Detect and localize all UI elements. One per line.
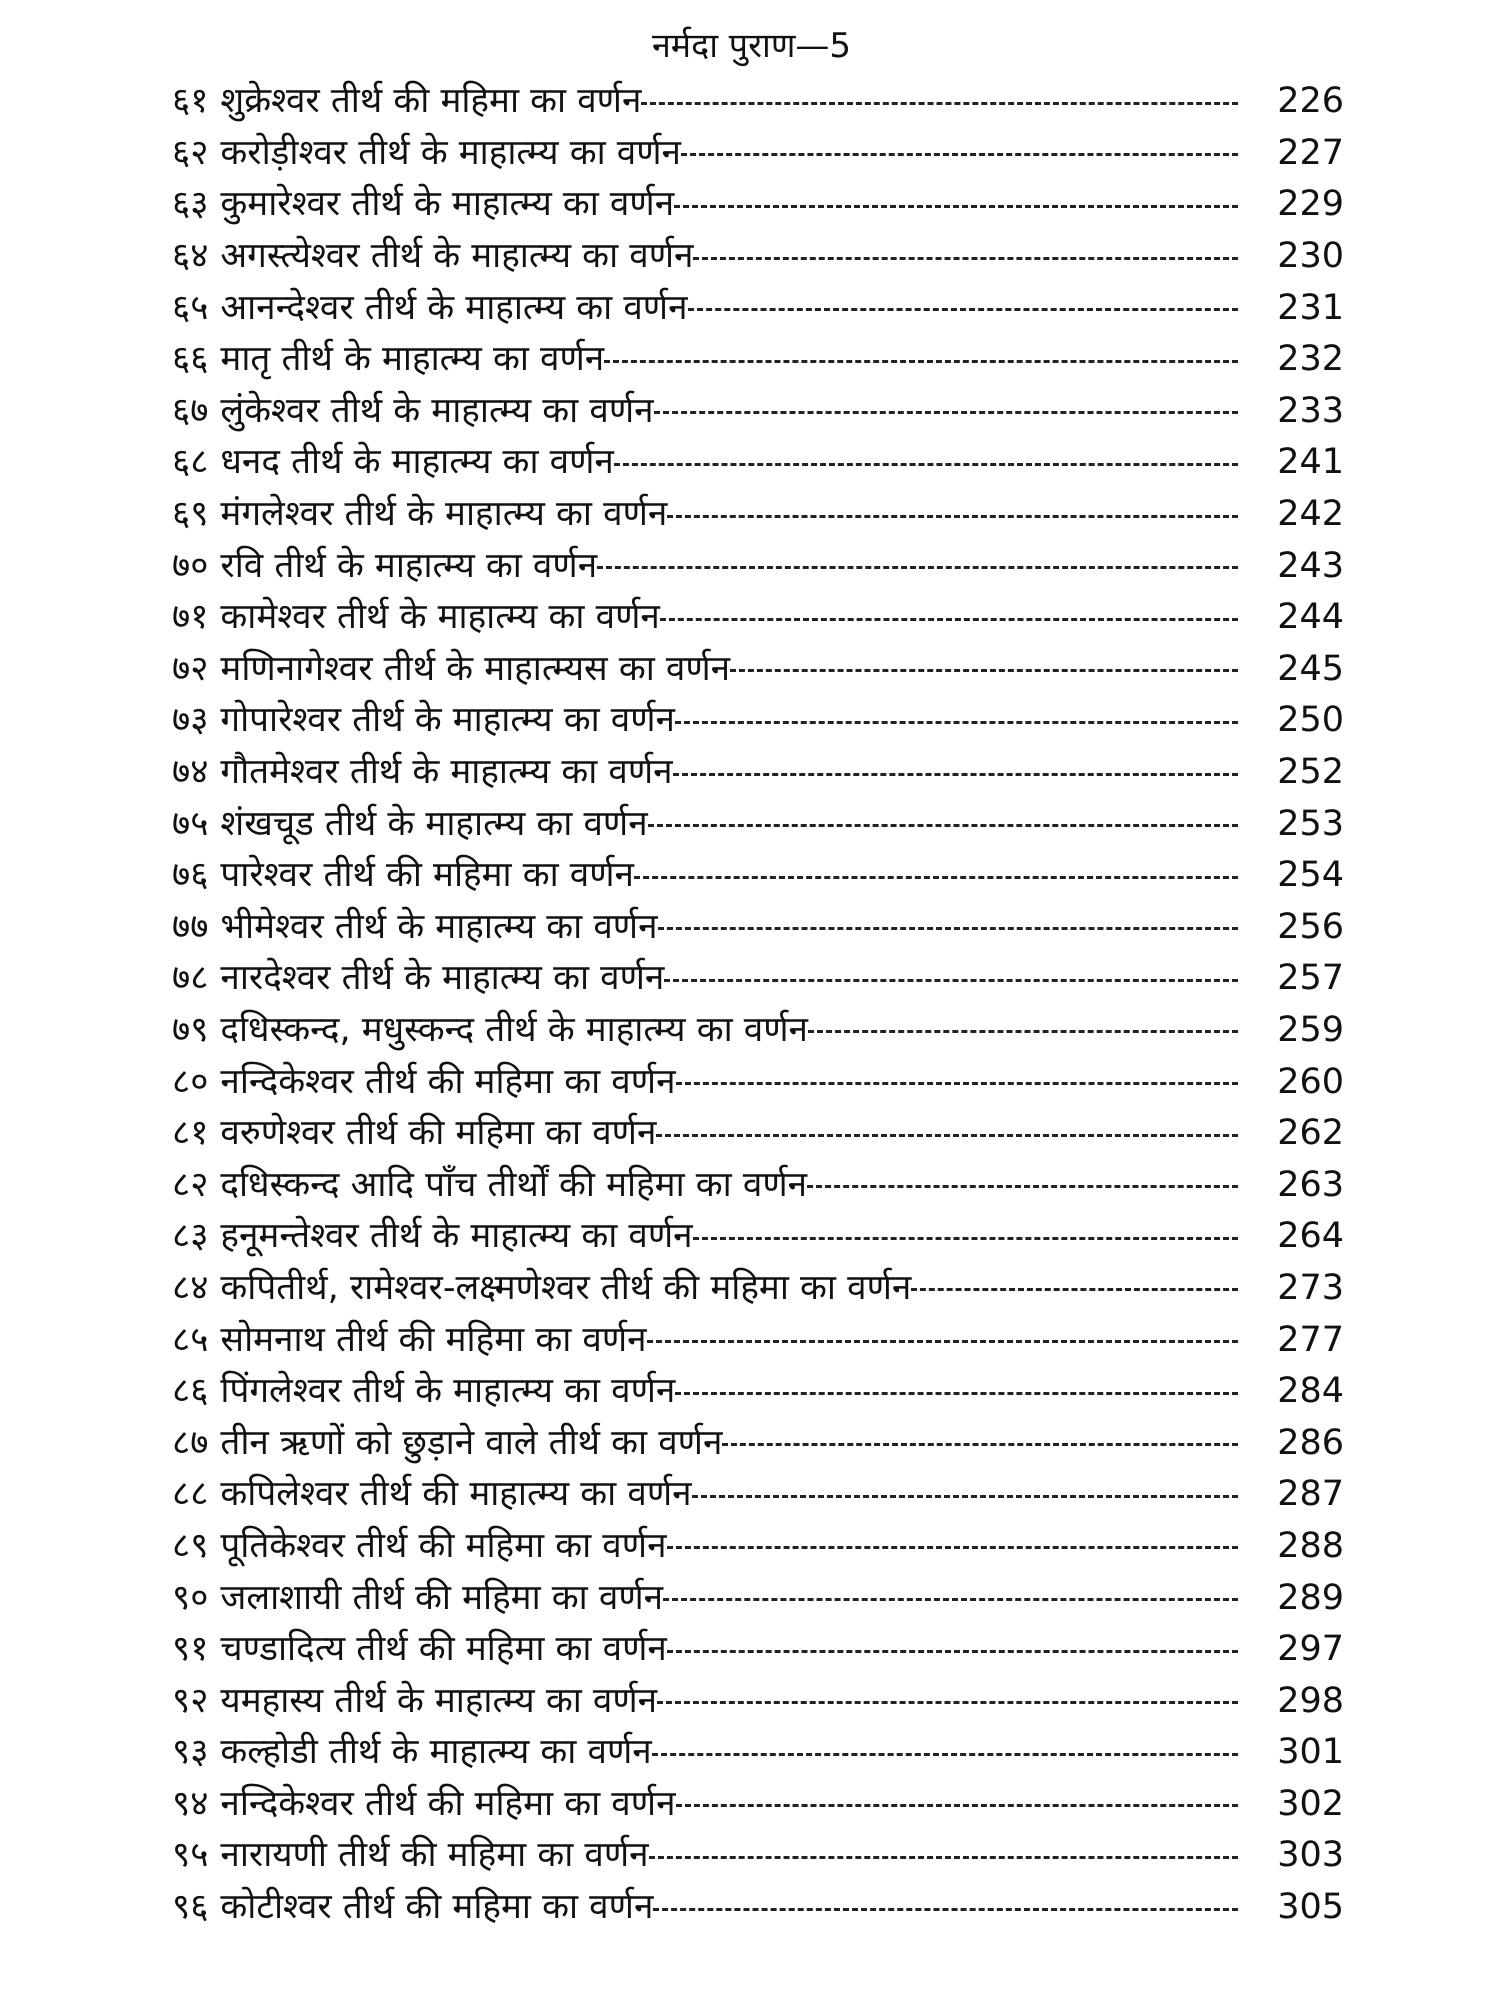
entry-title: आनन्देश्वर तीर्थ के माहात्म्य का वर्णन [220, 287, 688, 328]
entry-number: ९२ [172, 1680, 209, 1721]
entry-title: पूतिकेश्वर तीर्थ की महिमा का वर्णन [220, 1525, 667, 1566]
toc-entry [172, 747, 1344, 799]
dash-leader [675, 721, 1238, 727]
toc-entry [172, 1417, 1344, 1469]
entry-title: दधिस्कन्द, मधुस्कन्द तीर्थ के माहात्म्य का वर्णन [220, 1009, 808, 1050]
entry-number: ६७ [172, 390, 209, 431]
entry-number: ७४ [172, 752, 209, 793]
entry-number: ८८ [172, 1474, 209, 1515]
dash-leader [808, 1030, 1238, 1036]
entry-page-number: 244 [1277, 597, 1344, 638]
toc-entry [172, 1366, 1344, 1418]
entry-title: मणिनागेश्वर तीर्थ के माहात्म्यस का वर्णन [220, 648, 731, 689]
page-header [0, 22, 1503, 70]
entry-page-number: 262 [1277, 1113, 1344, 1154]
entry-number: ७५ [172, 803, 209, 844]
toc-entry [172, 1624, 1344, 1676]
entry-page-number: 253 [1277, 803, 1344, 844]
toc-entry [172, 282, 1344, 334]
entry-number: ६५ [172, 287, 209, 328]
table-of-contents [172, 76, 1344, 1933]
entry-title: पिंगलेश्वर तीर्थ के माहात्म्य का वर्णन [220, 1371, 676, 1412]
entry-number: ९३ [172, 1732, 209, 1773]
entry-title: लुंकेश्वर तीर्थ के माहात्म्य का वर्णन [220, 390, 654, 431]
toc-entry [172, 1056, 1344, 1108]
dash-leader [649, 1856, 1238, 1862]
toc-entry [172, 953, 1344, 1005]
dash-leader [634, 876, 1238, 882]
entry-number: ८१ [172, 1113, 209, 1154]
entry-number: ७३ [172, 700, 209, 741]
entry-page-number: 245 [1277, 648, 1344, 689]
toc-entry [172, 695, 1344, 747]
entry-title: मातृ तीर्थ के माहात्म्य का वर्णन [220, 339, 605, 380]
toc-entry [172, 798, 1344, 850]
toc-entry [172, 1521, 1344, 1573]
entry-page-number: 259 [1277, 1009, 1344, 1050]
entry-page-number: 252 [1277, 752, 1344, 793]
entry-page-number: 227 [1277, 132, 1344, 173]
entry-page-number: 273 [1277, 1267, 1344, 1308]
entry-title: शुक्रेश्वर तीर्थ की महिमा का वर्णन [220, 81, 642, 122]
entry-page-number: 241 [1277, 442, 1344, 483]
entry-number: ८२ [172, 1164, 209, 1205]
dash-leader [597, 566, 1238, 572]
toc-entry [172, 1830, 1344, 1882]
entry-page-number: 260 [1277, 1061, 1344, 1102]
dash-leader [674, 205, 1238, 211]
entry-page-number: 288 [1277, 1525, 1344, 1566]
dash-leader [911, 1288, 1238, 1294]
entry-number: ८७ [172, 1422, 209, 1463]
entry-page-number: 232 [1277, 339, 1344, 380]
entry-page-number: 286 [1277, 1422, 1344, 1463]
entry-number: ७२ [172, 648, 209, 689]
toc-entry [172, 850, 1344, 902]
toc-entry [172, 334, 1344, 386]
entry-title: वरुणेश्वर तीर्थ की महिमा का वर्णन [220, 1113, 657, 1154]
dash-leader [648, 824, 1238, 830]
dash-leader [673, 773, 1238, 779]
toc-entry [172, 1108, 1344, 1160]
dash-leader [641, 102, 1238, 108]
entry-number: ६३ [172, 184, 209, 225]
entry-number: ७१ [172, 597, 209, 638]
dash-leader [722, 1443, 1238, 1449]
entry-number: ६२ [172, 132, 209, 173]
dash-leader [604, 360, 1238, 366]
dash-leader [663, 1598, 1238, 1604]
toc-entry [172, 128, 1344, 180]
entry-number: ७८ [172, 958, 209, 999]
entry-title: नन्दिकेश्वर तीर्थ की महिमा का वर्णन [220, 1061, 676, 1102]
entry-number: ७० [172, 545, 209, 586]
dash-leader [667, 1546, 1239, 1552]
entry-page-number: 229 [1277, 184, 1344, 225]
entry-page-number: 289 [1277, 1577, 1344, 1618]
entry-page-number: 303 [1277, 1835, 1344, 1876]
entry-number: ६८ [172, 442, 209, 483]
entry-title: नारायणी तीर्थ की महिमा का वर्णन [220, 1835, 649, 1876]
dash-leader [657, 1701, 1238, 1707]
entry-number: ७७ [172, 906, 209, 947]
dash-leader [614, 463, 1238, 469]
entry-title: नारदेश्वर तीर्थ के माहात्म्य का वर्णन [220, 958, 665, 999]
dash-leader [652, 1753, 1238, 1759]
entry-page-number: 256 [1277, 906, 1344, 947]
entry-number: ६१ [172, 81, 209, 122]
toc-entry [172, 1159, 1344, 1211]
entry-page-number: 254 [1277, 855, 1344, 896]
entry-page-number: 298 [1277, 1680, 1344, 1721]
entry-title: जलाशायी तीर्थ की महिमा का वर्णन [220, 1577, 664, 1618]
entry-page-number: 277 [1277, 1319, 1344, 1360]
entry-number: ९१ [172, 1629, 209, 1670]
entry-number: ८६ [172, 1371, 209, 1412]
toc-entry [172, 1779, 1344, 1831]
dash-leader [681, 153, 1238, 159]
toc-entry [172, 1675, 1344, 1727]
dash-leader [676, 1082, 1239, 1088]
dash-leader [807, 1185, 1238, 1191]
entry-title: करोड़ीश्वर तीर्थ के माहात्म्य का वर्णन [220, 132, 681, 173]
dash-leader [660, 618, 1238, 624]
dash-leader [676, 1804, 1239, 1810]
dash-leader [688, 308, 1238, 314]
toc-entry [172, 1211, 1344, 1263]
dash-leader [730, 669, 1238, 675]
entry-title: नन्दिकेश्वर तीर्थ की महिमा का वर्णन [220, 1783, 676, 1824]
toc-entry [172, 231, 1344, 283]
entry-title: कुमारेश्वर तीर्थ के माहात्म्य का वर्णन [220, 184, 675, 225]
entry-title: अगस्त्येश्वर तीर्थ के माहात्म्य का वर्णन [220, 236, 694, 277]
book-title: नर्मदा पुराण—5 [651, 26, 852, 66]
toc-entry [172, 1882, 1344, 1934]
dash-leader [653, 1908, 1238, 1914]
toc-entry [172, 1263, 1344, 1315]
toc-entry [172, 644, 1344, 696]
entry-number: ९६ [172, 1887, 209, 1928]
entry-title: भीमेश्वर तीर्थ के माहात्म्य का वर्णन [220, 906, 658, 947]
entry-number: ९४ [172, 1783, 209, 1824]
entry-page-number: 297 [1277, 1629, 1344, 1670]
toc-entry [172, 437, 1344, 489]
entry-title: गोपारेश्वर तीर्थ के माहात्म्य का वर्णन [220, 700, 675, 741]
entry-title: मंगलेश्वर तीर्थ के माहात्म्य का वर्णन [220, 494, 668, 535]
entry-number: ८४ [172, 1267, 209, 1308]
dash-leader [667, 1650, 1238, 1656]
dash-leader [647, 1340, 1238, 1346]
entry-number: ८९ [172, 1525, 209, 1566]
entry-page-number: 231 [1277, 287, 1344, 328]
toc-entry [172, 1005, 1344, 1057]
entry-title: रवि तीर्थ के माहात्म्य का वर्णन [220, 545, 598, 586]
dash-leader [664, 979, 1238, 985]
dash-leader [656, 1134, 1238, 1140]
dash-leader [675, 1392, 1238, 1398]
entry-number: ७६ [172, 855, 209, 896]
entry-number: ७९ [172, 1009, 209, 1050]
toc-entry [172, 902, 1344, 954]
dash-leader [693, 1237, 1238, 1243]
toc-entry [172, 489, 1344, 541]
entry-number: ८० [172, 1061, 209, 1102]
toc-entry [172, 1727, 1344, 1779]
entry-title: दधिस्कन्द आदि पाँच तीर्थों की महिमा का वर्णन [220, 1164, 808, 1205]
entry-title: कपिलेश्वर तीर्थ की माहात्म्य का वर्णन [220, 1474, 692, 1515]
entry-page-number: 257 [1277, 958, 1344, 999]
entry-title: सोमनाथ तीर्थ की महिमा का वर्णन [220, 1319, 647, 1360]
toc-entry [172, 386, 1344, 438]
dash-leader [658, 927, 1238, 933]
entry-page-number: 233 [1277, 390, 1344, 431]
toc-entry [172, 1469, 1344, 1521]
toc-entry [172, 76, 1344, 128]
entry-title: शंखचूड तीर्थ के माहात्म्य का वर्णन [220, 803, 648, 844]
entry-page-number: 226 [1277, 81, 1344, 122]
dash-leader [654, 411, 1238, 417]
entry-page-number: 287 [1277, 1474, 1344, 1515]
toc-entry [172, 540, 1344, 592]
dash-leader [692, 1495, 1238, 1501]
entry-page-number: 264 [1277, 1216, 1344, 1257]
entry-page-number: 284 [1277, 1371, 1344, 1412]
entry-page-number: 243 [1277, 545, 1344, 586]
entry-title: पारेश्वर तीर्थ की महिमा का वर्णन [220, 855, 634, 896]
entry-number: ९५ [172, 1835, 209, 1876]
entry-page-number: 302 [1277, 1783, 1344, 1824]
entry-page-number: 230 [1277, 236, 1344, 277]
toc-entry [172, 1572, 1344, 1624]
entry-title: गौतमेश्वर तीर्थ के माहात्म्य का वर्णन [220, 752, 673, 793]
entry-title: यमहास्य तीर्थ के माहात्म्य का वर्णन [220, 1680, 658, 1721]
entry-number: ६४ [172, 236, 209, 277]
entry-page-number: 242 [1277, 494, 1344, 535]
entry-number: ८३ [172, 1216, 209, 1257]
entry-title: हनूमन्तेश्वर तीर्थ के माहात्म्य का वर्णन [220, 1216, 693, 1257]
entry-number: ६९ [172, 494, 209, 535]
entry-title: चण्डादित्य तीर्थ की महिमा का वर्णन [220, 1629, 667, 1670]
entry-title: कल्होडी तीर्थ के माहात्म्य का वर्णन [220, 1732, 652, 1773]
entry-title: तीन ऋणों को छुड़ाने वाले तीर्थ का वर्णन [220, 1422, 723, 1463]
toc-entry [172, 1314, 1344, 1366]
entry-number: ९० [172, 1577, 209, 1618]
entry-title: कपितीर्थ, रामेश्वर-लक्ष्मणेश्वर तीर्थ की महिमा का वर्णन [220, 1267, 912, 1308]
dash-leader [693, 257, 1238, 263]
entry-page-number: 250 [1277, 700, 1344, 741]
entry-number: ६६ [172, 339, 209, 380]
toc-entry [172, 592, 1344, 644]
entry-title: कोटीश्वर तीर्थ की महिमा का वर्णन [220, 1887, 654, 1928]
dash-leader [667, 515, 1238, 521]
toc-entry [172, 179, 1344, 231]
entry-page-number: 305 [1277, 1887, 1344, 1928]
entry-number: ८५ [172, 1319, 209, 1360]
entry-title: कामेश्वर तीर्थ के माहात्म्य का वर्णन [220, 597, 660, 638]
entry-page-number: 301 [1277, 1732, 1344, 1773]
entry-page-number: 263 [1277, 1164, 1344, 1205]
entry-title: धनद तीर्थ के माहात्म्य का वर्णन [220, 442, 614, 483]
